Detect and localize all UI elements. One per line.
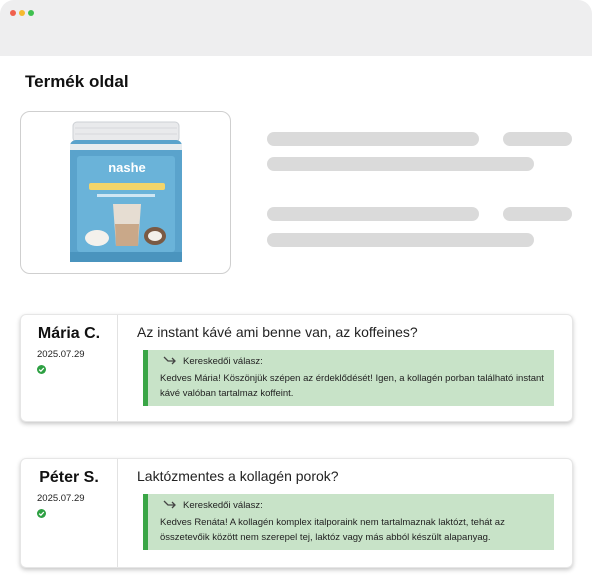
review-question: Laktózmentes a kollagén porok? <box>137 468 339 484</box>
page-title: Termék oldal <box>25 72 129 91</box>
verified-check-icon <box>37 509 46 518</box>
merchant-reply-label: Kereskedői válasz: <box>183 356 263 367</box>
merchant-reply-text: Kedves Renáta! A kollagén komplex italporaink nem tartalmaznak laktózt, tehát az összetevőik között nem szerepel tej, laktóz vagy más abból készült alapanyag. <box>160 517 505 543</box>
placeholder-line <box>267 207 479 221</box>
reviewer-info <box>21 315 118 421</box>
review-card <box>20 314 573 422</box>
close-window-button[interactable] <box>10 10 16 16</box>
maximize-window-button[interactable] <box>28 10 34 16</box>
product-jar-image <box>67 120 185 266</box>
placeholder-line <box>267 157 534 171</box>
placeholder-line <box>267 132 479 146</box>
merchant-reply-label: Kereskedői válasz: <box>183 500 263 511</box>
review-card <box>20 458 573 568</box>
product-brand-text: nashe <box>108 160 146 175</box>
merchant-reply <box>143 350 554 406</box>
merchant-reply <box>143 494 554 550</box>
verified-check-icon <box>37 365 46 374</box>
placeholder-line <box>503 207 572 221</box>
reviewer-name: Péter S. <box>39 469 99 486</box>
review-date: 2025.07.29 <box>37 349 85 360</box>
placeholder-line <box>503 132 572 146</box>
minimize-window-button[interactable] <box>19 10 25 16</box>
merchant-reply-text: Kedves Mária! Köszönjük szépen az érdeklődését! Igen, a kollagén porban található instant kávé valóban tartalmaz koffeint. <box>160 373 544 399</box>
product-image-card[interactable] <box>20 111 231 274</box>
reviewer-name: Mária C. <box>37 325 101 342</box>
placeholder-line <box>267 233 534 247</box>
review-date: 2025.07.29 <box>37 493 85 504</box>
reply-arrow-icon <box>163 356 177 365</box>
reply-arrow-icon <box>163 500 177 509</box>
review-question: Az instant kávé ami benne van, az koffeines? <box>137 324 418 340</box>
reviewer-info <box>21 459 118 567</box>
window-titlebar <box>0 0 592 56</box>
